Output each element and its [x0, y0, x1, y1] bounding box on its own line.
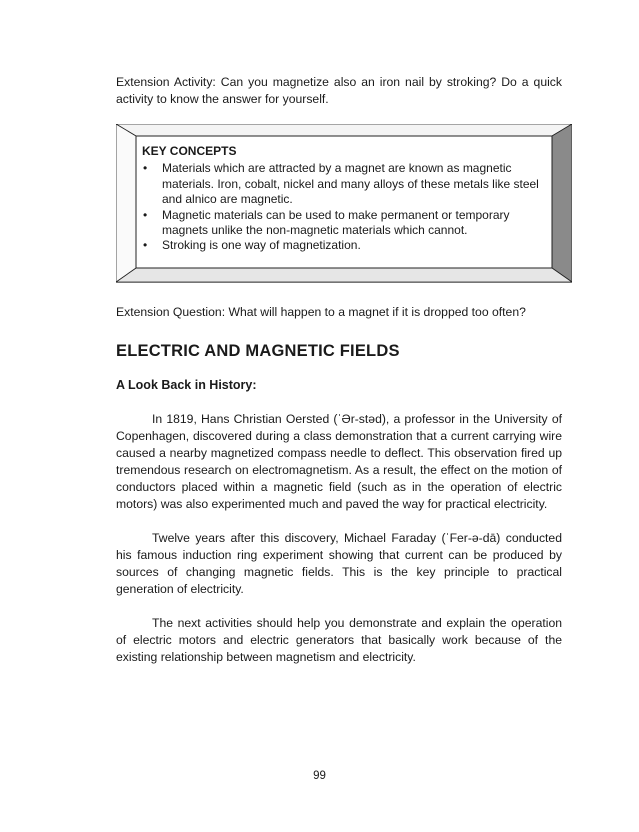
bullet: • [143, 207, 148, 222]
section-title: ELECTRIC AND MAGNETIC FIELDS [116, 342, 400, 360]
key-concepts-list [142, 161, 542, 253]
list-item-text: Magnetic materials can be used to make permanent or temporary magnets unlike the non-magnetic materials which cannot. [162, 207, 510, 238]
list-item [142, 238, 542, 253]
paragraph-oersted: In 1819, Hans Christian Oersted (ˈƏr-stəd), a professor in the University of Copenhagen, discovered during a class demonstration that a current carrying wire caused a nearby magnetized compass needle to deflect. This observation fired up tremendous research on electromagnetism. As a result, the effect on the motion of conductors placed within a magnetic field (such as in the operation of electric motors) was also experimented much and paved the way for practical electricity. [116, 412, 562, 511]
key-concepts-content [142, 144, 542, 254]
paragraph-next-activities: The next activities should help you demonstrate and explain the operation of electric motors and electric generators that basically work because of the existing relationship between magnetism and electricity. [116, 616, 562, 664]
key-concepts-box [116, 124, 572, 284]
paragraph-faraday: Twelve years after this discovery, Michael Faraday (ˈFer-ə-dā) conducted his famous induction ring experiment showing that current can be produced by sources of changing magnetic fields. This is the key principle to practical generation of electricity. [116, 531, 562, 596]
subsection-title: A Look Back in History: [116, 378, 257, 392]
list-item [142, 161, 542, 207]
bullet: • [143, 238, 148, 253]
bullet: • [143, 161, 148, 176]
list-item-text: Stroking is one way of magnetization. [162, 238, 361, 253]
key-concepts-title: KEY CONCEPTS [142, 144, 237, 158]
page-number: 99 [313, 770, 326, 782]
list-item-text: Materials which are attracted by a magnet are known as magnetic materials. Iron, cobalt, nickel and many alloys of these metals like steel and alnico are magnetic. [162, 161, 539, 207]
extension-activity: Extension Activity: Can you magnetize also an iron nail by stroking? Do a quick activity to know the answer for yourself. [116, 75, 562, 106]
extension-question: Extension Question: What will happen to a magnet if it is dropped too often? [116, 305, 526, 319]
list-item [142, 208, 542, 239]
page-content [116, 74, 562, 666]
